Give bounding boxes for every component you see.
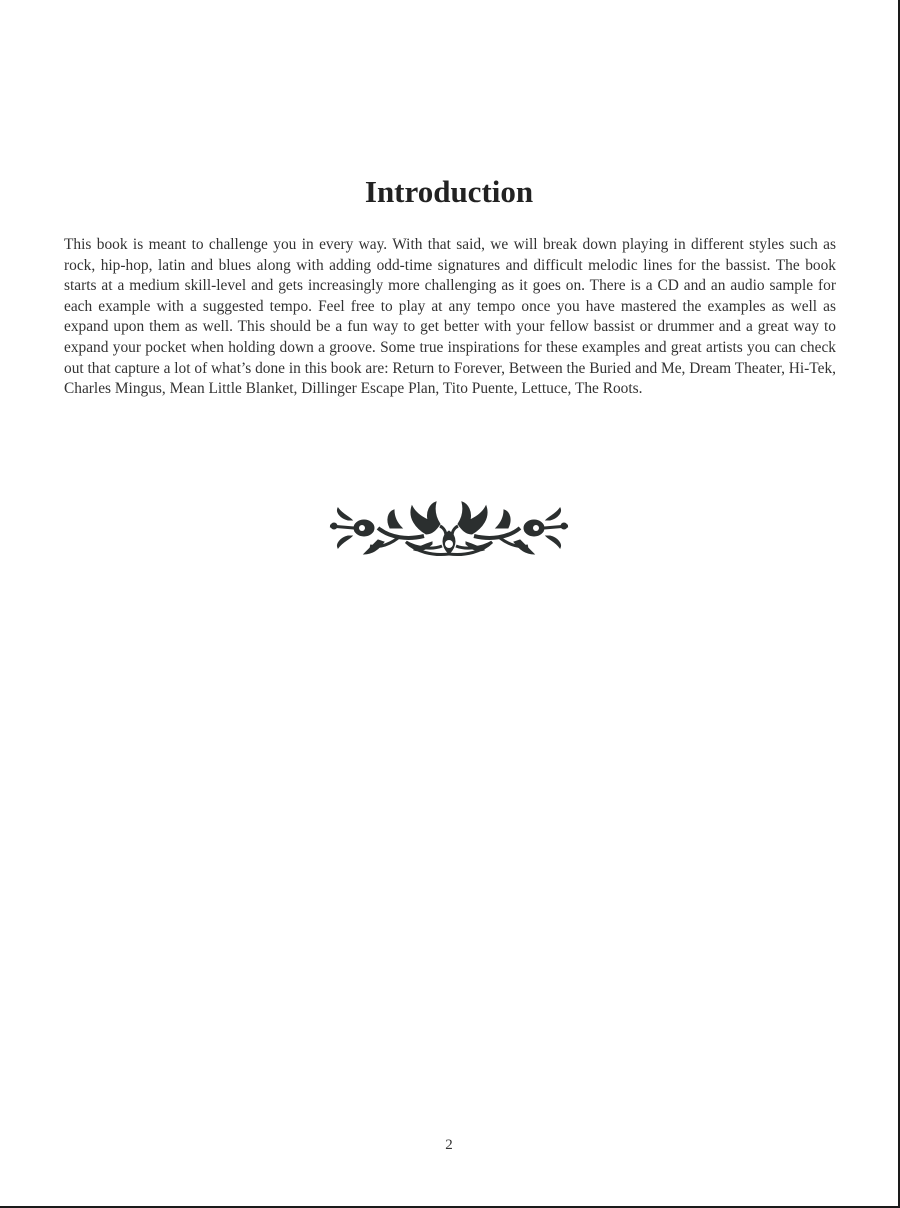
floral-ornament-icon (328, 498, 570, 560)
page-number: 2 (445, 1137, 453, 1153)
introduction-paragraph: This book is meant to challenge you in every way. With that said, we will break down playing in different styles such as rock, hip-hop, latin and blues along with adding odd-time signatures and difficult melodic lines for the bassist. The book starts at a medium skill-level and gets increasingly more challenging as it goes on. There is a CD and an audio sample for each example with a suggested tempo. Feel free to play at any tempo once you have mastered the examples as well as expand upon them as well. This should be a fun way to get better with your fellow bassist or drummer and a great way to expand your pocket when holding down a groove. Some true inspirations for these examples and great artists you can check out that capture a lot of what’s done in this book are: Return to Forever, Between the Buried and Me, Dream Theater, Hi-Tek, Charles Mingus, Mean Little Blanket, Dillinger Escape Plan, Tito Puente, Lettuce, The Roots. (64, 236, 836, 398)
page-title: Introduction (364, 174, 534, 209)
